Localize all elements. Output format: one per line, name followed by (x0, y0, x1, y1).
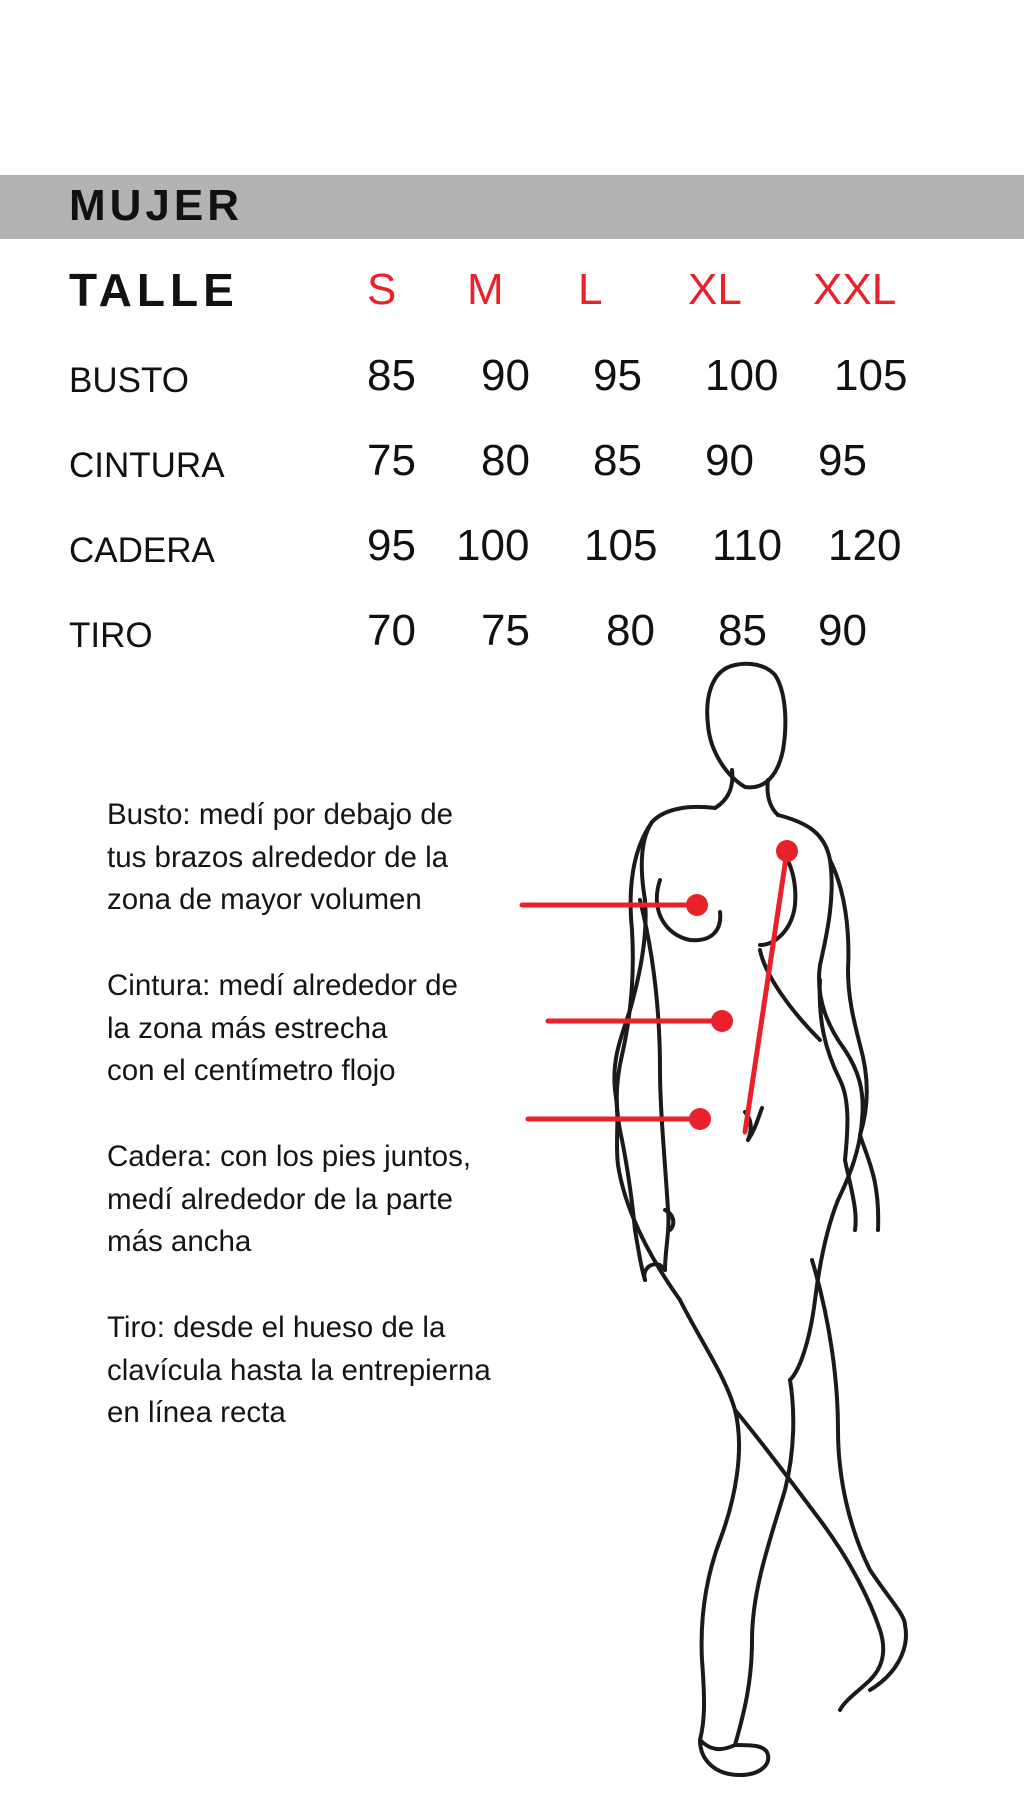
figure-neck (715, 770, 778, 815)
size-header-l: L (578, 265, 603, 314)
cell-tiro-xxl: 90 (818, 606, 867, 655)
size-header-xl: XL (688, 265, 742, 314)
instruction-line: medí alrededor de la parte (107, 1182, 454, 1216)
instruction-line: Tiro: desde el hueso de la (107, 1311, 446, 1344)
instruction-line: zona de mayor volumen (107, 883, 422, 916)
size-label: TALLE (69, 264, 239, 316)
figure-arm-right (820, 860, 867, 1160)
instruction-line: clavícula hasta la entrepierna (107, 1353, 491, 1387)
cell-busto-l: 95 (593, 351, 642, 400)
cell-cadera-s: 95 (367, 521, 416, 570)
figure-head (707, 664, 785, 788)
instruction-line: Cintura: medí alrededor de (107, 969, 458, 1002)
cell-tiro-l: 80 (606, 606, 655, 655)
instruction-line: Busto: medí por debajo de (107, 798, 454, 831)
page-title: MUJER (69, 181, 244, 230)
instruction-line: la zona más estrecha (107, 1011, 388, 1045)
cell-cintura-m: 80 (481, 436, 530, 485)
cell-tiro-m: 75 (481, 606, 530, 655)
figure-leg-right (735, 1260, 905, 1710)
cadera-indicator-dot (689, 1108, 711, 1130)
size-header-m: M (467, 265, 504, 314)
cell-busto-m: 90 (481, 351, 530, 400)
size-header-xxl: XXL (813, 265, 897, 314)
cintura-indicator-dot (711, 1010, 733, 1032)
cell-cadera-xxl: 120 (828, 521, 902, 570)
cell-tiro-xl: 85 (718, 606, 767, 655)
tiro-indicator-dot (776, 840, 798, 862)
cell-busto-xl: 100 (705, 351, 779, 400)
cell-cadera-xl: 110 (712, 521, 783, 570)
row-label-tiro: TIRO (69, 616, 153, 655)
instruction-line: más ancha (107, 1225, 252, 1258)
instruction-line: tus brazos alrededor de la (107, 840, 449, 874)
cell-cintura-s: 75 (367, 436, 416, 485)
figure-foot-right (870, 1625, 906, 1690)
row-label-cintura: CINTURA (69, 446, 225, 485)
cell-busto-xxl: 105 (834, 351, 908, 400)
figure-hand-right (845, 1135, 878, 1230)
figure-leg-left (680, 1300, 793, 1749)
cell-cintura-xxl: 95 (818, 436, 867, 485)
cell-cintura-l: 85 (593, 436, 642, 485)
instruction-line: Cadera: con los pies juntos, (107, 1140, 472, 1173)
cell-cadera-l: 105 (584, 521, 658, 570)
size-header-s: S (367, 265, 397, 314)
cell-tiro-s: 70 (367, 606, 416, 655)
busto-indicator-dot (686, 894, 708, 916)
row-label-busto: BUSTO (69, 361, 189, 400)
figure-torso-right (778, 815, 863, 1300)
cell-cadera-m: 100 (456, 521, 530, 570)
row-label-cadera: CADERA (69, 531, 215, 570)
instruction-line: con el centímetro flojo (107, 1054, 396, 1087)
figure-torso-left (614, 807, 715, 1300)
cell-cintura-xl: 90 (705, 436, 754, 485)
instruction-line: en línea recta (107, 1396, 286, 1429)
cell-busto-s: 85 (367, 351, 416, 400)
